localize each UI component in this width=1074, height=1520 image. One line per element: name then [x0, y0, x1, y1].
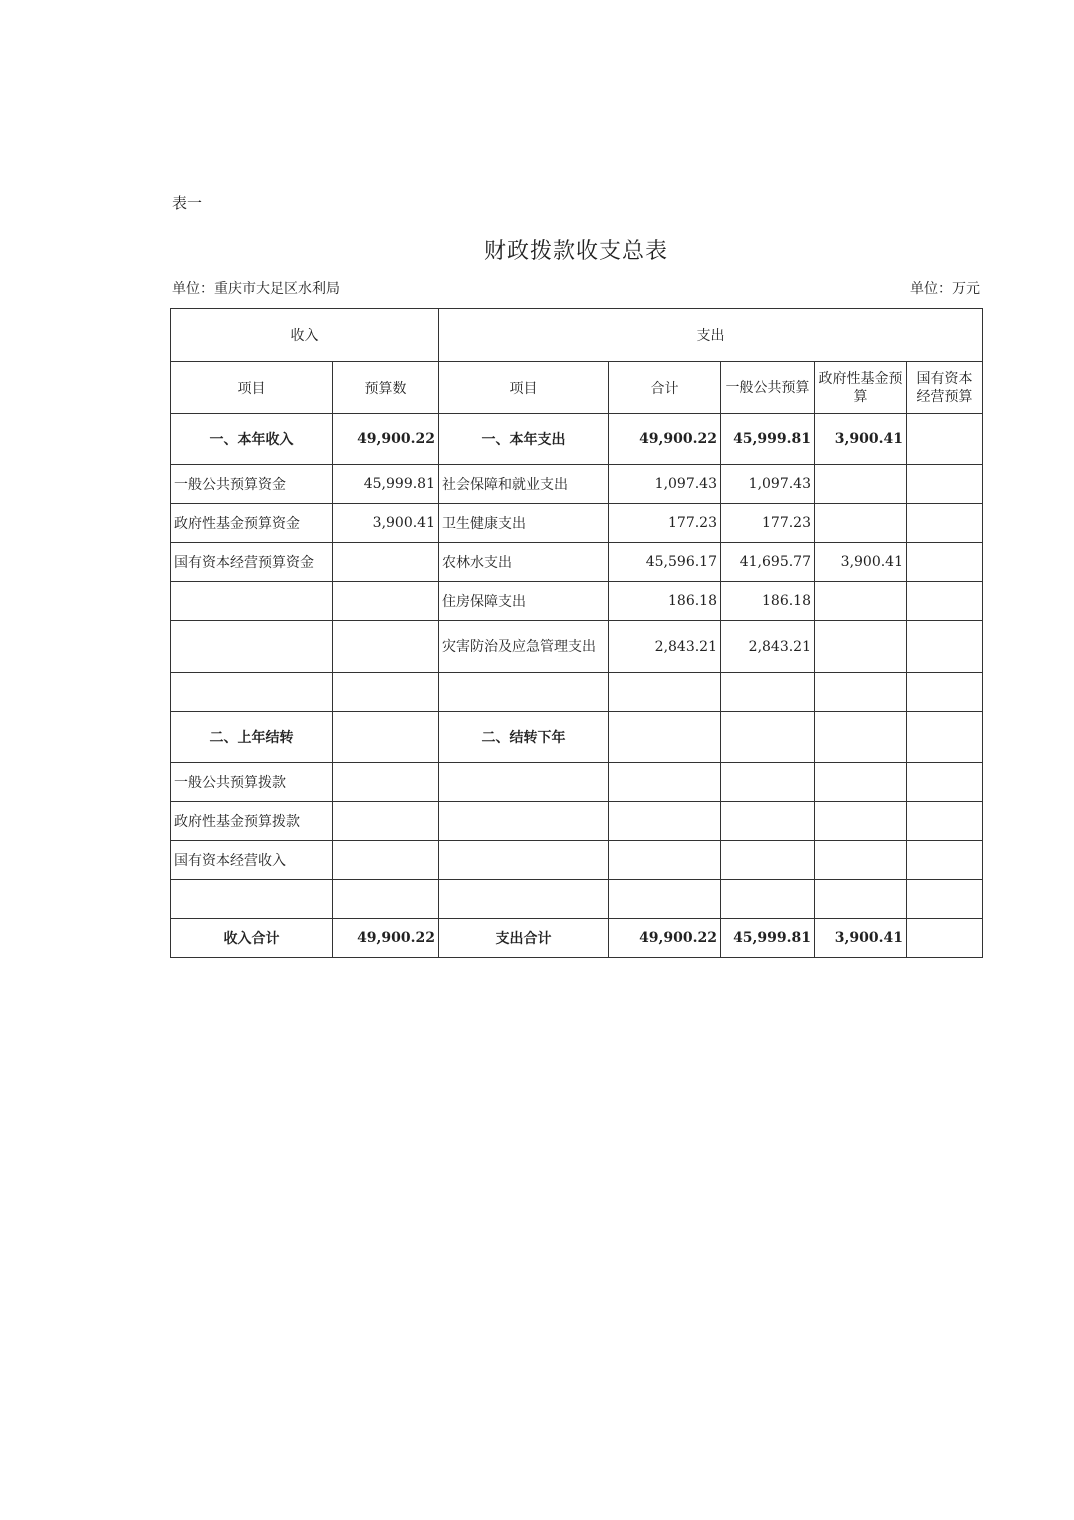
- cell-income-total: 49,900.22: [333, 919, 439, 958]
- cell-expense-item: 住房保障支出: [439, 582, 609, 621]
- cell-expense-item: [439, 880, 609, 919]
- cell-soe: [907, 414, 983, 465]
- cell-general: [721, 802, 815, 841]
- cell-total: 1,097.43: [609, 465, 721, 504]
- cell-income-item: 二、上年结转: [171, 712, 333, 763]
- cell-general: 45,999.81: [721, 919, 815, 958]
- cell-fund: [815, 763, 907, 802]
- cell-general: [721, 880, 815, 919]
- cell-soe: [907, 712, 983, 763]
- table-row: [171, 712, 983, 763]
- cell-expense-item: [439, 802, 609, 841]
- cell-total: 45,596.17: [609, 543, 721, 582]
- cell-total: [609, 673, 721, 712]
- col-budget: 预算数: [333, 362, 439, 414]
- cell-fund: [815, 841, 907, 880]
- cell-income-item: [171, 673, 333, 712]
- cell-soe: [907, 802, 983, 841]
- cell-expense-item: 二、结转下年: [439, 712, 609, 763]
- table-row: [171, 621, 983, 673]
- table-row: [171, 543, 983, 582]
- cell-total: [609, 880, 721, 919]
- table-row: [171, 880, 983, 919]
- cell-total: 2,843.21: [609, 621, 721, 673]
- cell-fund: [815, 621, 907, 673]
- cell-expense-item: 一、本年支出: [439, 414, 609, 465]
- table-row: [171, 841, 983, 880]
- cell-fund: [815, 802, 907, 841]
- cell-income-amount: [333, 880, 439, 919]
- cell-fund: 3,900.41: [815, 414, 907, 465]
- cell-soe: [907, 880, 983, 919]
- col-item: 项目: [171, 362, 333, 414]
- cell-fund: [815, 504, 907, 543]
- header-row-1: [171, 309, 983, 362]
- cell-income-amount: [333, 621, 439, 673]
- unit-organization: 单位：重庆市大足区水利局: [172, 281, 340, 297]
- table-row: [171, 763, 983, 802]
- cell-expense-item: 灾害防治及应急管理支出: [439, 621, 609, 673]
- cell-income-amount: [333, 802, 439, 841]
- cell-income-item: 一般公共预算拨款: [171, 763, 333, 802]
- header-row-2: [171, 362, 983, 414]
- cell-income-amount: [333, 673, 439, 712]
- cell-income-amount: [333, 841, 439, 880]
- cell-expense-item: 农林水支出: [439, 543, 609, 582]
- cell-fund: 3,900.41: [815, 919, 907, 958]
- cell-expense-item: [439, 763, 609, 802]
- cell-soe: [907, 582, 983, 621]
- table-row: [171, 504, 983, 543]
- cell-general: [721, 763, 815, 802]
- cell-total: 177.23: [609, 504, 721, 543]
- cell-soe: [907, 465, 983, 504]
- cell-income-amount: [333, 763, 439, 802]
- cell-general: 177.23: [721, 504, 815, 543]
- cell-total: [609, 802, 721, 841]
- cell-income-item: 国有资本经营预算资金: [171, 543, 333, 582]
- cell-general: 41,695.77: [721, 543, 815, 582]
- cell-total: 186.18: [609, 582, 721, 621]
- table-number-label: 表一: [172, 194, 203, 212]
- cell-fund: [815, 582, 907, 621]
- cell-soe: [907, 543, 983, 582]
- cell-expense-total-label: 支出合计: [439, 919, 609, 958]
- budget-table: [170, 308, 983, 958]
- cell-fund: [815, 673, 907, 712]
- cell-income-item: 国有资本经营收入: [171, 841, 333, 880]
- cell-fund: [815, 465, 907, 504]
- cell-income-total-label: 收入合计: [171, 919, 333, 958]
- cell-general: [721, 712, 815, 763]
- cell-total: [609, 763, 721, 802]
- cell-expense-item: [439, 841, 609, 880]
- cell-soe: [907, 841, 983, 880]
- cell-total: [609, 712, 721, 763]
- header-income: 收入: [171, 309, 439, 362]
- col-item2: 项目: [439, 362, 609, 414]
- cell-total: [609, 841, 721, 880]
- table-row: [171, 582, 983, 621]
- cell-general: 1,097.43: [721, 465, 815, 504]
- table-row: [171, 465, 983, 504]
- col-soe: 国有资本经营预算: [907, 362, 983, 414]
- cell-income-item: 政府性基金预算拨款: [171, 802, 333, 841]
- header-expense: 支出: [439, 309, 983, 362]
- cell-general: 45,999.81: [721, 414, 815, 465]
- cell-general: [721, 673, 815, 712]
- cell-fund: [815, 712, 907, 763]
- cell-general: 186.18: [721, 582, 815, 621]
- cell-income-item: [171, 582, 333, 621]
- cell-general: [721, 841, 815, 880]
- cell-income-item: 一、本年收入: [171, 414, 333, 465]
- cell-income-amount: [333, 543, 439, 582]
- cell-total: 49,900.22: [609, 919, 721, 958]
- cell-income-amount: 3,900.41: [333, 504, 439, 543]
- cell-soe: [907, 763, 983, 802]
- cell-income-amount: 49,900.22: [333, 414, 439, 465]
- cell-income-amount: [333, 582, 439, 621]
- cell-expense-item: 社会保障和就业支出: [439, 465, 609, 504]
- cell-fund: 3,900.41: [815, 543, 907, 582]
- cell-income-item: [171, 621, 333, 673]
- cell-income-amount: 45,999.81: [333, 465, 439, 504]
- cell-soe: [907, 919, 983, 958]
- cell-income-item: [171, 880, 333, 919]
- cell-general: 2,843.21: [721, 621, 815, 673]
- col-fund: 政府性基金预算: [815, 362, 907, 414]
- cell-soe: [907, 504, 983, 543]
- cell-soe: [907, 673, 983, 712]
- cell-total: 49,900.22: [609, 414, 721, 465]
- cell-fund: [815, 880, 907, 919]
- cell-expense-item: 卫生健康支出: [439, 504, 609, 543]
- table-row: [171, 414, 983, 465]
- table-row: [171, 802, 983, 841]
- cell-income-amount: [333, 712, 439, 763]
- cell-income-item: 政府性基金预算资金: [171, 504, 333, 543]
- cell-soe: [907, 621, 983, 673]
- unit-currency: 单位：万元: [910, 281, 980, 297]
- col-general: 一般公共预算: [721, 362, 815, 414]
- cell-income-item: 一般公共预算资金: [171, 465, 333, 504]
- totals-row: [171, 919, 983, 958]
- table-row: [171, 673, 983, 712]
- col-total: 合计: [609, 362, 721, 414]
- cell-expense-item: [439, 673, 609, 712]
- page-title: 财政拨款收支总表: [483, 239, 668, 264]
